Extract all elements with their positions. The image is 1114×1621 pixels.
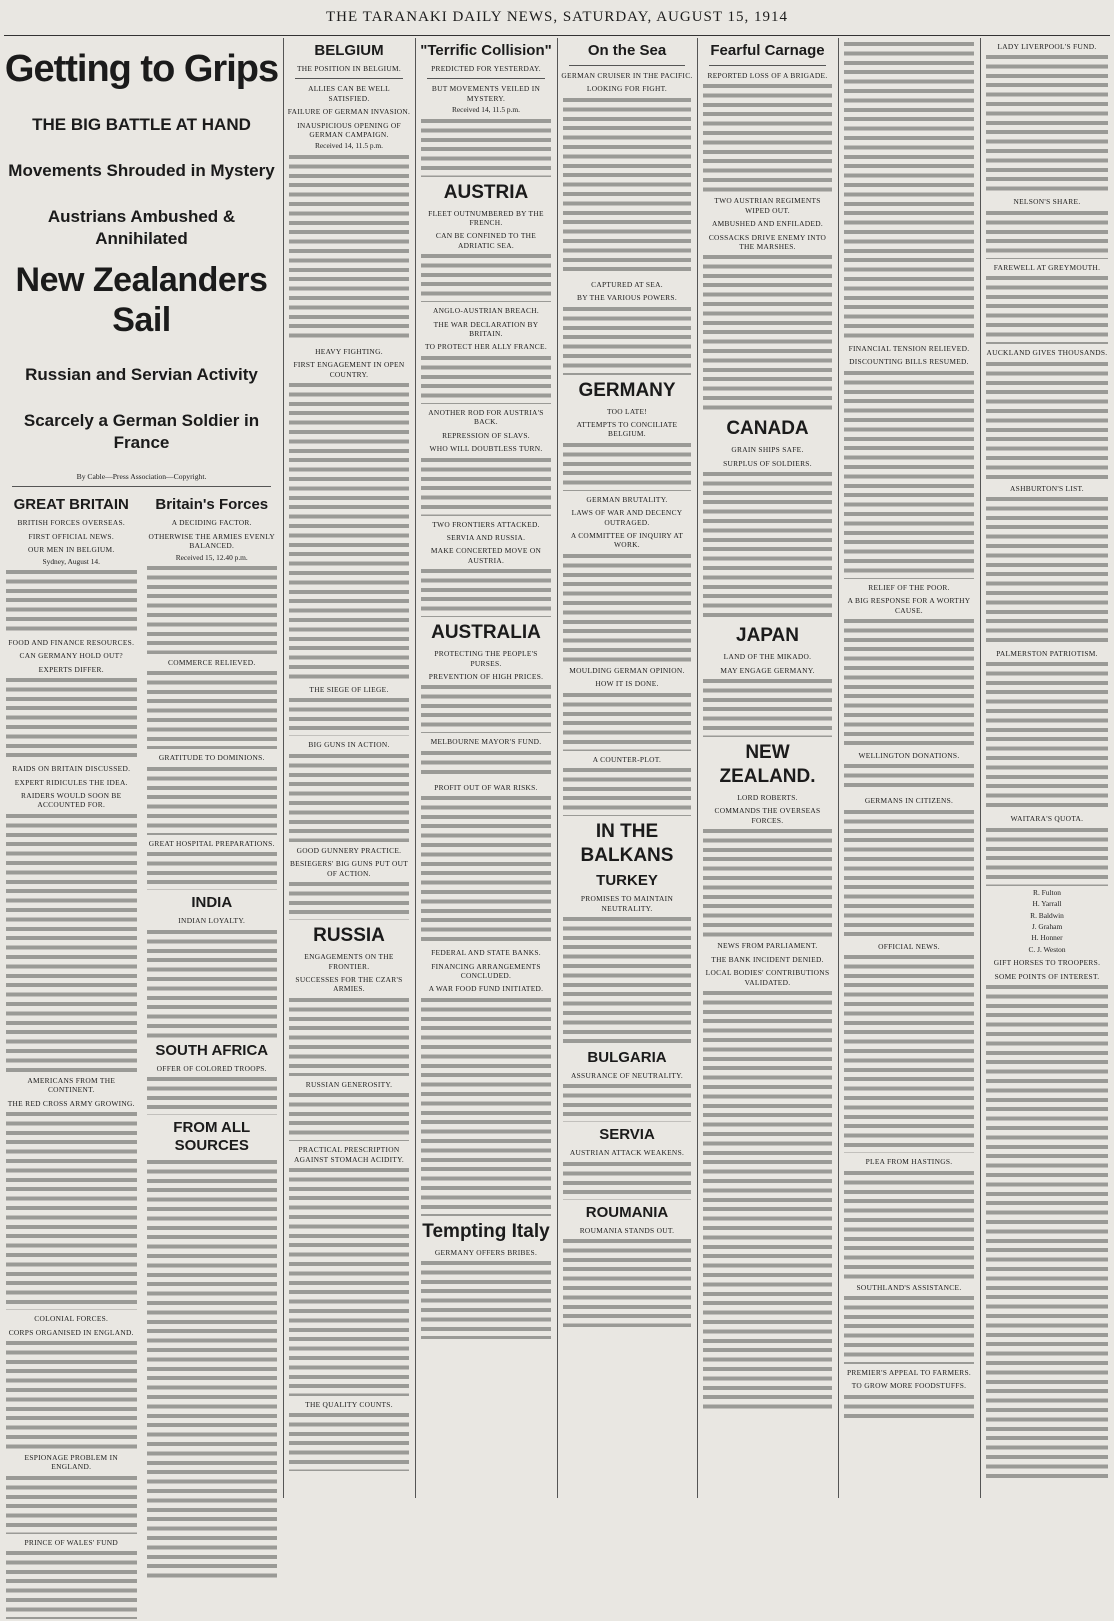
section-tempting-italy: Tempting Italy bbox=[422, 1220, 550, 1242]
two-subcolumns bbox=[4, 492, 279, 1621]
article-text bbox=[703, 82, 832, 192]
article-text bbox=[563, 691, 691, 751]
article-text bbox=[147, 564, 278, 654]
column-on-the-sea bbox=[561, 38, 693, 1498]
subhead: GIFT HORSES TO TROOPERS. bbox=[993, 958, 1101, 968]
article-text bbox=[147, 669, 278, 749]
subhead: PREVENTION OF HIGH PRICES. bbox=[428, 671, 544, 681]
subhead: PREMIER'S APPEAL TO FARMERS. bbox=[846, 1368, 972, 1378]
subhead: CORPS ORGANISED IN ENGLAND. bbox=[8, 1327, 134, 1337]
subhead: BESIEGERS' BIG GUNS PUT OUT OF ACTION. bbox=[289, 859, 409, 878]
article-text bbox=[421, 252, 551, 302]
subhead: SOUTHLAND'S ASSISTANCE. bbox=[856, 1282, 962, 1292]
article-text bbox=[703, 827, 832, 937]
section-roumania: ROUMANIA bbox=[585, 1203, 669, 1221]
subhead: ANOTHER ROD FOR AUSTRIA'S BACK. bbox=[428, 407, 544, 427]
name-list-item: H. Honner bbox=[1031, 933, 1063, 943]
article-text bbox=[563, 552, 691, 662]
subhead: RAIDERS WOULD SOON BE ACCOUNTED FOR. bbox=[21, 791, 122, 810]
name-list-item: H. Yarrall bbox=[1032, 899, 1062, 909]
column-terrific-collision bbox=[419, 38, 553, 1498]
column-rule bbox=[697, 38, 698, 1498]
subhead: FOOD AND FINANCE RESOURCES. bbox=[8, 638, 135, 648]
subhead: FAILURE OF GERMAN INVASION. bbox=[287, 107, 411, 117]
subhead: PRINCE OF WALES' FUND bbox=[24, 1537, 119, 1547]
subhead: FINANCING ARRANGEMENTS CONCLUDED. bbox=[431, 961, 541, 980]
subhead: DISCOUNTING BILLS RESUMED. bbox=[849, 357, 969, 367]
article-text bbox=[563, 915, 691, 1045]
subhead: WAITARA'S QUOTA. bbox=[1010, 814, 1084, 824]
subhead: NEWS FROM PARLIAMENT. bbox=[717, 941, 818, 951]
subhead: OFFER OF COLORED TROOPS. bbox=[156, 1063, 267, 1073]
article-text bbox=[844, 369, 974, 579]
subhead: AMERICANS FROM THE CONTINENT. bbox=[27, 1075, 116, 1095]
article-text bbox=[147, 928, 278, 1038]
subhead: ROUMANIA STANDS OUT. bbox=[579, 1225, 675, 1235]
subhead: COMMERCE RELIEVED. bbox=[167, 658, 256, 668]
article-text bbox=[6, 1339, 137, 1449]
article-text bbox=[563, 1237, 691, 1327]
subhead: COMMANDS THE OVERSEAS FORCES. bbox=[714, 806, 821, 825]
article-text bbox=[421, 794, 551, 944]
name-list-item: C. J. Weston bbox=[1028, 944, 1066, 954]
subhead: A BIG RESPONSE FOR A WORTHY CAUSE. bbox=[847, 596, 971, 615]
subhead: SUCCESSES FOR THE CZAR'S ARMIES. bbox=[295, 974, 403, 994]
subhead: ASHBURTON'S LIST. bbox=[1010, 483, 1084, 493]
subhead: TO GROW MORE FOODSTUFFS. bbox=[851, 1381, 967, 1391]
article-text bbox=[844, 762, 974, 792]
section-india: INDIA bbox=[191, 894, 233, 912]
subcolumn-great-britain bbox=[4, 492, 139, 1621]
subhead: ASSURANCE OF NEUTRALITY. bbox=[571, 1070, 683, 1080]
subhead: BRITISH FORCES OVERSEAS. bbox=[17, 518, 126, 528]
section-belgium: BELGIUM bbox=[314, 42, 384, 59]
subhead: COLONIAL FORCES. bbox=[34, 1314, 109, 1324]
subhead: GREAT HOSPITAL PREPARATIONS. bbox=[148, 838, 275, 848]
section-britains-forces: Britain's Forces bbox=[155, 496, 269, 514]
divider bbox=[709, 65, 826, 66]
article-text bbox=[986, 660, 1108, 810]
article-text bbox=[986, 360, 1108, 480]
section-australia: AUSTRALIA bbox=[431, 622, 541, 644]
section-fearful-carnage: Fearful Carnage bbox=[710, 42, 825, 59]
article-text bbox=[6, 1110, 137, 1310]
section-japan: JAPAN bbox=[736, 625, 799, 647]
subhead: FIRST OFFICIAL NEWS. bbox=[28, 531, 114, 541]
article-text bbox=[986, 826, 1108, 886]
section-germany: GERMANY bbox=[578, 379, 676, 401]
subhead: GRATITUDE TO DOMINIONS. bbox=[158, 753, 265, 763]
subhead: A DECIDING FACTOR. bbox=[171, 518, 252, 528]
section-terrific-collision: "Terrific Collision" bbox=[420, 42, 552, 59]
subhead: TWO FRONTIERS ATTACKED. bbox=[432, 519, 540, 529]
subhead: FEDERAL AND STATE BANKS. bbox=[431, 948, 541, 958]
section-south-africa: SOUTH AFRICA bbox=[155, 1041, 269, 1059]
article-text bbox=[6, 1549, 137, 1619]
subhead: SERVIA AND RUSSIA. bbox=[446, 532, 526, 542]
article-text bbox=[289, 1091, 409, 1141]
article-text bbox=[147, 850, 278, 890]
headline-getting-to-grips: Getting to Grips bbox=[4, 48, 279, 90]
subhead: RAIDS ON BRITAIN DISCUSSED. bbox=[12, 764, 131, 774]
subhead: RUSSIAN GENEROSITY. bbox=[305, 1079, 393, 1089]
subhead: HEAVY FIGHTING. bbox=[315, 346, 383, 356]
article-text bbox=[289, 381, 409, 681]
subhead: SURPLUS OF SOLDIERS. bbox=[723, 458, 812, 468]
article-text bbox=[844, 617, 974, 747]
subhead: COSSACKS DRIVE ENEMY INTO THE MARSHES. bbox=[708, 232, 827, 252]
subhead: A COMMITTEE OF INQUIRY AT WORK. bbox=[570, 531, 684, 550]
article-text bbox=[289, 1411, 409, 1471]
article-text bbox=[6, 568, 137, 634]
subhead: BUT MOVEMENTS VEILED IN MYSTERY. bbox=[431, 84, 541, 103]
subhead: EXPERT RIDICULES THE IDEA. bbox=[14, 777, 128, 787]
subhead: THE SIEGE OF LIEGE. bbox=[309, 685, 389, 695]
column-rule bbox=[557, 38, 558, 1498]
subhead: FIRST ENGAGEMENT IN OPEN COUNTRY. bbox=[293, 360, 405, 379]
subhead: GERMANS IN CITIZENS. bbox=[864, 796, 954, 806]
article-text bbox=[844, 808, 974, 938]
article-text bbox=[289, 153, 409, 343]
subhead: OFFICIAL NEWS. bbox=[878, 941, 940, 951]
subhead: PALMERSTON PATRIOTISM. bbox=[996, 649, 1098, 659]
subhead: MELBOURNE MAYOR'S FUND. bbox=[430, 737, 542, 747]
article-text bbox=[289, 880, 409, 920]
subhead: LAWS OF WAR AND DECENCY OUTRAGED. bbox=[571, 508, 683, 527]
subhead: INAUSPICIOUS OPENING OF GERMAN CAMPAIGN. bbox=[297, 120, 401, 140]
article-text bbox=[421, 456, 551, 516]
subhead: FINANCIAL TENSION RELIEVED. bbox=[848, 344, 970, 353]
section-canada: CANADA bbox=[726, 418, 809, 440]
subhead: THE BANK INCIDENT DENIED. bbox=[711, 954, 824, 964]
section-austria: AUSTRIA bbox=[443, 181, 529, 203]
article-text bbox=[6, 812, 137, 1072]
article-text bbox=[289, 696, 409, 736]
article-text bbox=[421, 567, 551, 617]
article-text bbox=[703, 253, 832, 413]
subhead: PROFIT OUT OF WAR RISKS. bbox=[434, 782, 538, 792]
subhead: ENGAGEMENTS ON THE FRONTIER. bbox=[304, 952, 394, 971]
article-text bbox=[421, 683, 551, 733]
article-text bbox=[563, 96, 691, 276]
subhead: GERMANY OFFERS BRIBES. bbox=[434, 1247, 538, 1257]
article-text bbox=[563, 305, 691, 375]
subhead: PRACTICAL PRESCRIPTION AGAINST STOMACH ACIDITY. bbox=[293, 1145, 405, 1164]
article-text bbox=[289, 996, 409, 1076]
subhead: THE POSITION IN BELGIUM. bbox=[296, 64, 402, 73]
subhead: TOO LATE! bbox=[606, 406, 648, 416]
subhead: PREDICTED FOR YESTERDAY. bbox=[431, 64, 541, 73]
subhead: THE WAR DECLARATION BY BRITAIN. bbox=[433, 319, 539, 339]
subhead: MAKE CONCERTED MOVE ON AUSTRIA. bbox=[430, 546, 542, 565]
subhead: ESPIONAGE PROBLEM IN ENGLAND. bbox=[24, 1452, 118, 1472]
press-credit: By Cable—Press Association—Copyright. bbox=[76, 472, 207, 481]
subhead: SOME POINTS OF INTEREST. bbox=[994, 971, 1100, 981]
column-patriotic-funds bbox=[984, 38, 1110, 1498]
subhead: RELIEF OF THE POOR. bbox=[868, 582, 950, 592]
article-text bbox=[844, 1169, 974, 1279]
article-text bbox=[421, 117, 551, 177]
column-belgium bbox=[287, 38, 411, 1498]
section-great-britain: GREAT BRITAIN bbox=[13, 496, 129, 514]
column-rule bbox=[283, 38, 284, 1498]
divider bbox=[569, 65, 685, 66]
article-text bbox=[844, 953, 974, 1153]
subhead: CAPTURED AT SEA. bbox=[591, 279, 663, 289]
section-new-zealand: NEW ZEALAND. bbox=[719, 742, 816, 788]
dateline: Sydney, August 14. bbox=[42, 556, 100, 566]
article-text bbox=[6, 676, 137, 760]
article-text bbox=[844, 1294, 974, 1364]
column-fearful-carnage bbox=[701, 38, 834, 1498]
subhead: TWO AUSTRIAN REGIMENTS WIPED OUT. bbox=[714, 196, 821, 215]
dateline: Received 14, 11.5 p.m. bbox=[314, 141, 384, 151]
subhead: WHO WILL DOUBTLESS TURN. bbox=[429, 444, 543, 454]
section-russia: RUSSIA bbox=[313, 925, 385, 947]
article-text bbox=[563, 1160, 691, 1200]
subhead: THE RED CROSS ARMY GROWING. bbox=[7, 1098, 135, 1108]
subhead: AMBUSHED AND ENFILADED. bbox=[712, 219, 823, 229]
subhead: FAREWELL AT GREYMOUTH. bbox=[993, 262, 1101, 272]
subhead: FLEET OUTNUMBERED BY THE FRENCH. bbox=[428, 208, 544, 228]
subhead: GERMAN BRUTALITY. bbox=[586, 494, 668, 504]
article-text bbox=[147, 1158, 278, 1578]
subhead: THE QUALITY COUNTS. bbox=[305, 1399, 393, 1409]
subhead: LOOKING FOR FIGHT. bbox=[586, 84, 668, 94]
deck-scarcely-german: Scarcely a German Soldier in France bbox=[23, 411, 260, 452]
deck-austrians-ambushed: Austrians Ambushed & Annihilated bbox=[47, 207, 236, 248]
section-in-the-balkans: IN THE BALKANS bbox=[580, 821, 674, 867]
article-text bbox=[703, 470, 832, 620]
article-text bbox=[421, 1259, 551, 1339]
column-finance bbox=[842, 38, 976, 1498]
subhead: ATTEMPTS TO CONCILIATE BELGIUM. bbox=[576, 420, 678, 439]
subhead: GRAIN SHIPS SAFE. bbox=[731, 445, 804, 455]
name-list-item: J. Graham bbox=[1031, 922, 1063, 932]
section-turkey: TURKEY bbox=[596, 872, 658, 890]
subhead: NELSON'S SHARE. bbox=[1013, 197, 1081, 207]
deck-movements-shrouded: Movements Shrouded in Mystery bbox=[8, 161, 275, 180]
article-text bbox=[986, 983, 1108, 1483]
subhead: A COUNTER-PLOT. bbox=[592, 754, 662, 764]
masthead-rule bbox=[4, 35, 1110, 36]
article-text bbox=[986, 209, 1108, 259]
subhead: AUSTRIAN ATTACK WEAKENS. bbox=[569, 1148, 685, 1158]
subhead: HOW IT IS DONE. bbox=[595, 679, 659, 689]
subhead: PLEA FROM HASTINGS. bbox=[865, 1157, 953, 1167]
subhead: REPRESSION OF SLAVS. bbox=[442, 430, 530, 440]
masthead: THE TARANAKI DAILY NEWS, SATURDAY, AUGUST 15, 1914 bbox=[325, 9, 789, 25]
article-text bbox=[563, 441, 691, 491]
article-text bbox=[986, 53, 1108, 193]
column-rule bbox=[415, 38, 416, 1498]
subhead: A WAR FOOD FUND INITIATED. bbox=[428, 984, 544, 994]
subhead: WELLINGTON DONATIONS. bbox=[858, 751, 960, 761]
subhead: MOULDING GERMAN OPINION. bbox=[569, 665, 685, 675]
subhead: REPORTED LOSS OF A BRIGADE. bbox=[707, 71, 828, 80]
headline-new-zealanders-sail: New Zealanders Sail bbox=[15, 261, 268, 339]
article-text bbox=[844, 40, 974, 340]
subhead: OTHERWISE THE ARMIES EVENLY BALANCED. bbox=[148, 531, 275, 551]
subcolumn-britains-forces bbox=[145, 492, 280, 1621]
divider bbox=[12, 486, 271, 487]
dateline: Received 14, 11.5 p.m. bbox=[451, 105, 521, 115]
subhead: BIG GUNS IN ACTION. bbox=[308, 740, 390, 750]
divider bbox=[427, 78, 545, 79]
subhead: BY THE VARIOUS POWERS. bbox=[577, 293, 677, 303]
name-list-item: R. Baldwin bbox=[1030, 910, 1064, 920]
column-rule bbox=[980, 38, 981, 1498]
section-bulgaria: BULGARIA bbox=[587, 1048, 667, 1066]
article-text bbox=[289, 1166, 409, 1396]
dateline: Received 15, 12.40 p.m. bbox=[175, 552, 248, 562]
subhead: EXPERTS DIFFER. bbox=[38, 664, 104, 674]
article-text bbox=[289, 752, 409, 842]
subhead: TO PROTECT HER ALLY FRANCE. bbox=[425, 342, 547, 352]
subhead: LOCAL BODIES' CONTRIBUTIONS VALIDATED. bbox=[705, 968, 830, 987]
name-list-item: R. Fulton bbox=[1033, 887, 1061, 897]
subhead: MAY ENGAGE GERMANY. bbox=[720, 665, 815, 675]
subhead: LORD ROBERTS. bbox=[737, 793, 798, 803]
section-servia: SERVIA bbox=[599, 1126, 655, 1144]
article-text bbox=[986, 274, 1108, 344]
column-rule bbox=[838, 38, 839, 1498]
deck-big-battle: THE BIG BATTLE AT HAND bbox=[32, 115, 251, 134]
subhead: OUR MEN IN BELGIUM. bbox=[27, 545, 115, 555]
article-text bbox=[703, 989, 832, 1409]
article-text bbox=[6, 1474, 137, 1534]
article-text bbox=[147, 765, 278, 835]
deck-russian-servian: Russian and Servian Activity bbox=[25, 365, 258, 384]
subhead: GERMAN CRUISER IN THE PACIFIC. bbox=[561, 71, 693, 80]
divider bbox=[295, 78, 403, 79]
subhead: AUCKLAND GIVES THOUSANDS. bbox=[986, 348, 1108, 358]
article-text bbox=[563, 766, 691, 816]
subhead: LAND OF THE MIKADO. bbox=[723, 652, 812, 662]
subhead: ALLIES CAN BE WELL SATISFIED. bbox=[308, 84, 390, 103]
article-text bbox=[844, 1393, 974, 1423]
subhead: PROTECTING THE PEOPLE'S PURSES. bbox=[434, 649, 538, 668]
article-text bbox=[421, 996, 551, 1216]
section-on-the-sea: On the Sea bbox=[587, 42, 667, 59]
subhead: CAN BE CONFINED TO THE ADRIATIC SEA. bbox=[435, 231, 537, 250]
article-text bbox=[703, 677, 832, 737]
article-text bbox=[421, 354, 551, 404]
subhead: ANGLO-AUSTRIAN BREACH. bbox=[433, 306, 539, 316]
subhead: CAN GERMANY HOLD OUT? bbox=[19, 651, 124, 661]
subhead: PROMISES TO MAINTAIN NEUTRALITY. bbox=[580, 894, 674, 913]
article-text bbox=[147, 1075, 278, 1115]
article-text bbox=[986, 495, 1108, 645]
column-headlines bbox=[4, 38, 279, 1547]
article-text bbox=[421, 749, 551, 779]
subhead: LADY LIVERPOOL'S FUND. bbox=[997, 42, 1097, 51]
subhead: INDIAN LOYALTY. bbox=[178, 916, 246, 926]
section-from-all-sources: FROM ALL SOURCES bbox=[173, 1119, 251, 1155]
subhead: GOOD GUNNERY PRACTICE. bbox=[296, 845, 402, 855]
article-text bbox=[563, 1082, 691, 1122]
